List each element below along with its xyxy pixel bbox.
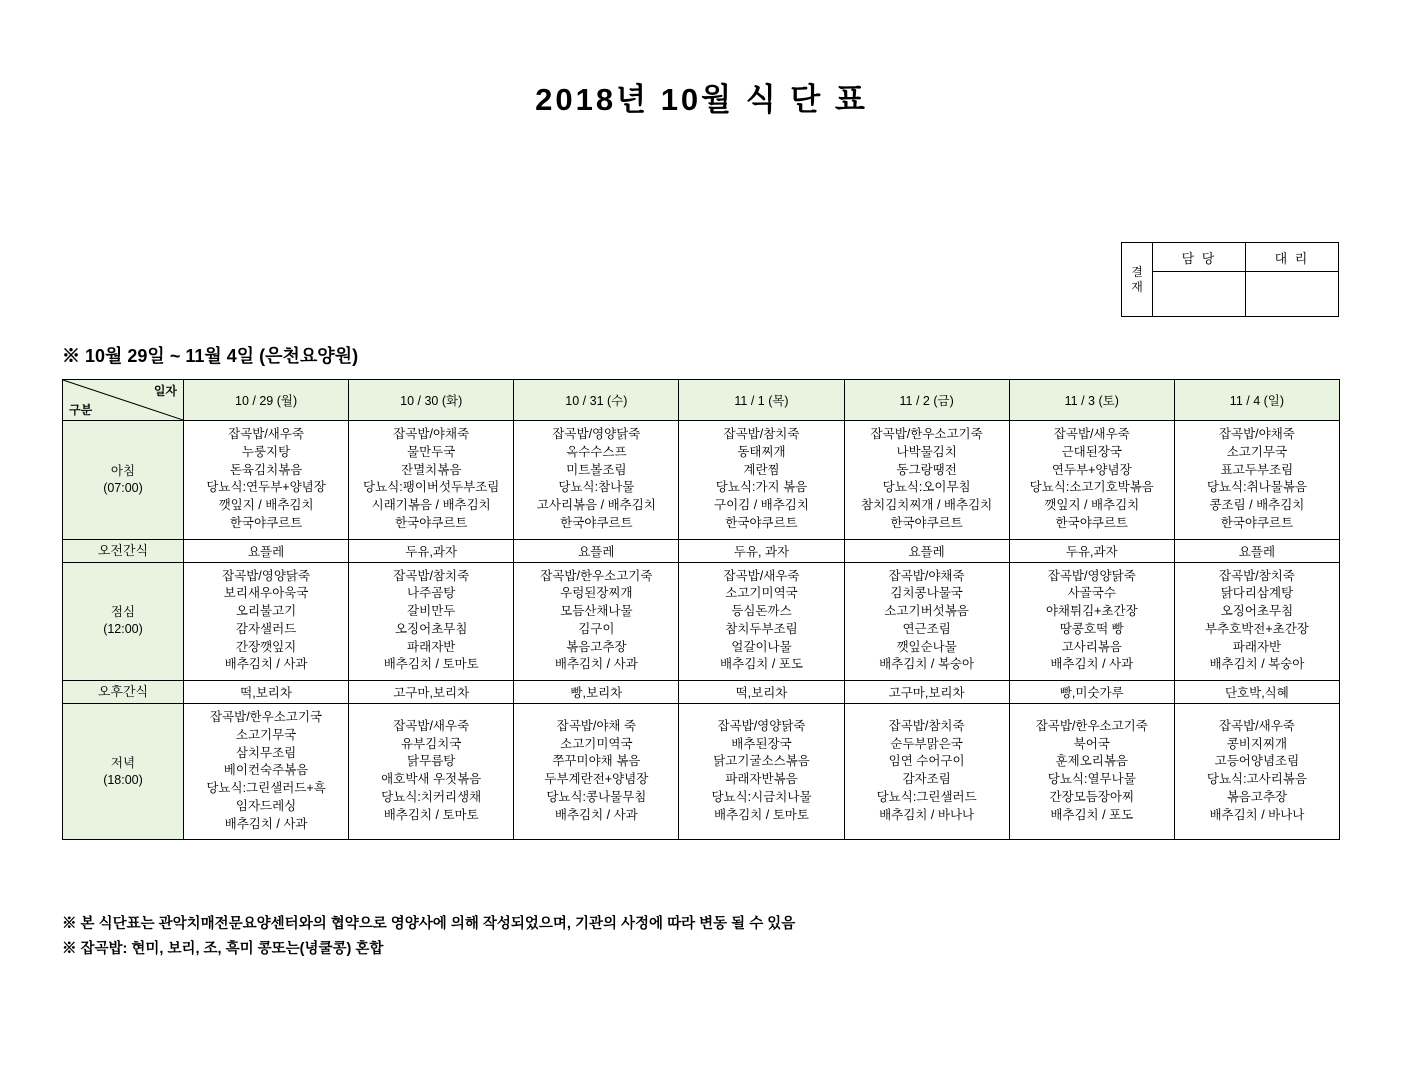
approval-signature-slot[interactable]: [1153, 272, 1246, 317]
menu-item: 당뇨식:팽이버섯두부조림: [363, 480, 500, 495]
menu-item: 등심돈까스: [731, 604, 792, 618]
snack-cell: [349, 539, 514, 562]
menu-item: 볶음고추장: [566, 639, 627, 654]
menu-item: 빵,미숫가루: [1059, 686, 1124, 700]
meal-cell: [1009, 421, 1174, 540]
menu-item: 배추김치 / 복숭아: [1209, 657, 1305, 672]
menu-item: 물만두국: [407, 444, 456, 459]
menu-item: 간장모듬장아찌: [1049, 789, 1135, 804]
menu-item: 잡곡밥/새우죽: [723, 568, 800, 583]
meal-cell: [844, 421, 1009, 540]
menu-item: 소고기미역국: [725, 586, 798, 601]
menu-item: 계란찜: [743, 462, 780, 477]
snack-cell: [679, 681, 844, 704]
menu-item: 깻잎지 / 배추김치: [218, 498, 314, 512]
meal-cell: [844, 562, 1009, 681]
footnotes: [62, 912, 795, 961]
approval-column-header: 대 리: [1246, 243, 1339, 272]
menu-item: 돈육김치볶음: [229, 462, 303, 477]
menu-item: 배추김치 / 사과: [224, 816, 308, 831]
menu-item: 파래자반: [1232, 639, 1282, 654]
snack-cell: [844, 539, 1009, 562]
day-column-header: 11 / 2 (금): [844, 380, 1009, 421]
menu-table-header: [63, 380, 1340, 421]
snack-cell: [1174, 681, 1339, 704]
approval-stamp-box: [1121, 242, 1339, 317]
menu-item: 배추김치 / 바나나: [879, 807, 975, 822]
menu-item: 북어국: [1073, 736, 1110, 751]
menu-item: 얼갈이나물: [731, 639, 792, 654]
snack-cell: [514, 539, 679, 562]
menu-item: 보리새우아욱국: [223, 586, 309, 601]
meal-cell: [1174, 562, 1339, 681]
snack-cell: [1009, 539, 1174, 562]
menu-item: 두유, 과자: [733, 544, 790, 559]
menu-item: 한국야쿠르트: [394, 515, 468, 530]
menu-item: 소고기미역국: [560, 736, 633, 751]
meal-row-label: [63, 539, 184, 562]
menu-item: 한국야쿠르트: [890, 515, 963, 530]
table-row: [63, 562, 1340, 681]
meal-row-label: [63, 704, 184, 840]
approval-column-header: 담 당: [1153, 243, 1246, 272]
meal-name: 저녁: [110, 755, 136, 770]
menu-item: 소고기버섯볶음: [884, 604, 969, 618]
menu-item: 시래기볶음 / 배추김치: [371, 498, 491, 512]
menu-item: 잡곡밥/야채죽: [1218, 427, 1295, 441]
menu-item: 오리불고기: [235, 604, 297, 618]
menu-item: 한국야쿠르트: [1220, 515, 1294, 530]
menu-item: 당뇨식:오이무침: [882, 480, 971, 495]
menu-item: 잡곡밥/영양닭죽: [222, 568, 311, 583]
day-column-header: 11 / 3 (토): [1009, 380, 1174, 421]
menu-item: 우렁된장찌개: [560, 586, 633, 601]
snack-cell: [184, 681, 349, 704]
meal-cell: [184, 421, 349, 540]
menu-item: 잡곡밥/야채 죽: [556, 718, 637, 733]
menu-item: 삼치무조림: [235, 745, 297, 760]
menu-item: 당뇨식:참나물: [558, 480, 635, 495]
menu-item: 오징어초무침: [394, 621, 468, 636]
table-row: [63, 681, 1340, 704]
menu-item: 고구마,보리차: [888, 686, 965, 700]
menu-item: 잡곡밥/한우소고기죽: [870, 427, 983, 441]
meal-cell: [679, 704, 844, 840]
menu-item: 잡곡밥/새우죽: [393, 718, 470, 733]
corner-date-label: 일자: [153, 384, 177, 398]
menu-item: 나주곰탕: [407, 586, 456, 601]
menu-item: 배추김치 / 포도: [1050, 807, 1134, 822]
menu-item: 한국야쿠르트: [560, 515, 633, 530]
footnote-line: ※ 본 식단표는 관악치매전문요양센터와의 협약으로 영양사에 의해 작성되었으며, 기관의 사정에 따라 변동 될 수 있음: [62, 916, 796, 932]
menu-item: 한국야쿠르트: [725, 515, 798, 530]
menu-item: 잡곡밥/새우죽: [1218, 718, 1295, 733]
menu-item: 당뇨식:그린샐러드+흑: [206, 781, 326, 795]
menu-item: 요플레: [578, 544, 615, 559]
menu-item: 당뇨식:가지 볶음: [715, 480, 808, 495]
menu-item: 당뇨식:소고기호박볶음: [1029, 480, 1154, 495]
menu-item: 김치콩나물국: [890, 586, 963, 601]
menu-item: 당뇨식:시금치나물: [711, 789, 812, 804]
menu-item: 동태찌개: [737, 444, 786, 459]
menu-item: 참치두부조림: [725, 621, 798, 636]
day-column-header: 10 / 29 (월): [184, 380, 349, 421]
table-row: [63, 539, 1340, 562]
meal-name: 오후간식: [97, 684, 149, 700]
menu-item: 한국야쿠르트: [229, 515, 303, 530]
approval-signature-slot[interactable]: [1246, 272, 1339, 317]
day-column-header: 11 / 4 (일): [1174, 380, 1339, 421]
snack-cell: [1174, 539, 1339, 562]
meal-cell: [514, 421, 679, 540]
menu-item: 고사리볶음: [1061, 639, 1122, 654]
menu-item: 두유,과자: [405, 544, 458, 559]
menu-item: 두유,과자: [1065, 544, 1118, 559]
menu-item: 파래자반: [407, 639, 456, 654]
meal-row-label: [63, 421, 184, 540]
menu-item: 고구마,보리차: [393, 686, 470, 700]
menu-item: 배추김치 / 토마토: [383, 657, 479, 672]
menu-item: 잡곡밥/영양닭죽: [552, 427, 641, 441]
menu-item: 단호박,식혜: [1224, 686, 1289, 700]
menu-item: 배추김치 / 바나나: [1209, 807, 1305, 822]
menu-item: 잡곡밥/새우죽: [1053, 427, 1130, 441]
menu-item: 소고기무국: [1226, 444, 1288, 459]
menu-item: 잡곡밥/참치죽: [393, 568, 470, 583]
menu-item: 요플레: [908, 544, 945, 559]
menu-item: 임자드레싱: [235, 798, 297, 813]
menu-item: 잡곡밥/한우소고기국: [209, 710, 323, 724]
menu-item: 잡곡밥/참치죽: [1218, 568, 1295, 583]
menu-item: 당뇨식:그린샐러드: [876, 789, 977, 804]
meal-cell: [679, 421, 844, 540]
menu-item: 배추김치 / 포도: [720, 657, 803, 672]
menu-item: 누룽지탕: [241, 444, 291, 459]
menu-item: 사골국수: [1067, 586, 1116, 601]
menu-item: 한국야쿠르트: [1055, 515, 1128, 530]
table-row: [63, 421, 1340, 540]
menu-item: 임연 수어구이: [888, 754, 965, 769]
menu-item: 잡곡밥/영양닭죽: [717, 718, 806, 733]
snack-cell: [679, 539, 844, 562]
menu-item: 잡곡밥/야채죽: [393, 427, 470, 441]
snack-cell: [184, 539, 349, 562]
menu-item: 콩조림 / 배추김치: [1209, 498, 1305, 512]
menu-item: 요플레: [247, 544, 285, 559]
menu-item: 오징어초무침: [1220, 604, 1294, 618]
menu-item: 배추된장국: [731, 736, 792, 751]
menu-item: 잔멸치볶음: [401, 462, 462, 477]
menu-item: 미트볼조림: [566, 462, 627, 477]
meal-cell: [514, 562, 679, 681]
menu-item: 당뇨식:콩나물무침: [546, 789, 647, 804]
menu-item: 옥수수스프: [566, 444, 627, 459]
menu-item: 잡곡밥/참치죽: [888, 718, 965, 733]
menu-item: 배추김치 / 토마토: [714, 807, 809, 822]
menu-item: 감자조림: [902, 772, 951, 787]
menu-item: 닭무름탕: [407, 754, 456, 769]
meal-cell: [514, 704, 679, 840]
menu-item: 배추김치 / 사과: [554, 657, 638, 672]
meal-cell: [1009, 704, 1174, 840]
menu-item: 갈비만두: [407, 604, 456, 618]
menu-item: 빵,보리차: [570, 686, 623, 700]
menu-item: 구이김 / 배추김치: [714, 498, 809, 512]
meal-cell: [184, 704, 349, 840]
menu-item: 잡곡밥/한우소고기죽: [1035, 718, 1148, 733]
menu-item: 잡곡밥/영양닭죽: [1047, 568, 1136, 583]
menu-item: 배추김치 / 사과: [554, 807, 638, 822]
menu-item: 요플레: [1238, 544, 1276, 559]
menu-item: 잡곡밥/야채죽: [888, 568, 965, 583]
menu-item: 간장깻잎지: [235, 639, 297, 654]
menu-item: 깻잎지 / 배추김치: [1044, 498, 1140, 512]
menu-item: 당뇨식:취나물볶음: [1206, 480, 1307, 495]
menu-item: 유부김치국: [401, 736, 462, 751]
menu-item: 모듬산채나물: [560, 604, 633, 618]
menu-item: 파래자반볶음: [725, 772, 798, 787]
menu-document-page: [0, 74, 1403, 1066]
weekly-menu-table: [62, 379, 1340, 840]
menu-item: 닭고기굴소스볶음: [713, 754, 810, 769]
menu-item: 표고두부조림: [1220, 462, 1294, 477]
menu-item: 배추김치 / 복숭아: [879, 657, 975, 672]
day-column-header: 10 / 31 (수): [514, 380, 679, 421]
table-row: [63, 704, 1340, 840]
meal-time: (18:00): [103, 772, 143, 787]
menu-item: 배추김치 / 사과: [1050, 657, 1134, 672]
snack-cell: [514, 681, 679, 704]
meal-time: (12:00): [103, 622, 143, 637]
menu-item: 고사리볶음 / 배추김치: [536, 498, 656, 512]
snack-cell: [844, 681, 1009, 704]
period-subtitle: ※ 10월 29일 ~ 11월 4일 (은천요양원): [62, 346, 359, 366]
meal-cell: [679, 562, 844, 681]
meal-row-label: [63, 681, 184, 704]
menu-item: 깻잎순나물: [896, 639, 957, 654]
menu-item: 닭다리삼계탕: [1220, 586, 1294, 601]
day-column-header: 10 / 30 (화): [349, 380, 514, 421]
page-title: 2018년 10월 식 단 표: [535, 82, 868, 117]
menu-item: 배추김치 / 사과: [224, 657, 308, 672]
menu-item: 콩비지찌개: [1226, 736, 1288, 751]
approval-label: 결재: [1122, 243, 1153, 317]
menu-item: 두부계란전+양념장: [544, 772, 649, 787]
menu-item: 감자샐러드: [235, 621, 297, 636]
menu-item: 나박물김치: [896, 444, 957, 459]
menu-item: 소고기무국: [235, 727, 297, 742]
day-column-header: 11 / 1 (목): [679, 380, 844, 421]
menu-item: 고등어양념조림: [1214, 754, 1300, 769]
menu-item: 쭈꾸미야채 볶음: [552, 754, 641, 769]
menu-item: 잡곡밥/참치죽: [723, 427, 800, 441]
meal-cell: [844, 704, 1009, 840]
snack-cell: [1009, 681, 1174, 704]
menu-item: 근대된장국: [1061, 444, 1122, 459]
footnote-line: ※ 잡곡밥: 현미, 보리, 조, 흑미 콩또는(녕쿨콩) 혼합: [62, 940, 384, 957]
corner-category-label: 구분: [69, 403, 93, 417]
menu-item: 볶음고추장: [1226, 789, 1288, 804]
menu-item: 잡곡밥/한우소고기죽: [540, 568, 653, 583]
meal-cell: [349, 704, 514, 840]
menu-item: 훈제오리볶음: [1055, 754, 1128, 769]
menu-item: 당뇨식:고사리볶음: [1206, 772, 1307, 787]
menu-item: 베이컨숙주볶음: [223, 763, 309, 778]
menu-item: 야채튀김+초간장: [1045, 604, 1138, 618]
menu-item: 떡,보리차: [240, 686, 292, 700]
menu-item: 애호박새 우젓볶음: [381, 772, 482, 787]
menu-item: 참치김치찌개 / 배추김치: [861, 498, 993, 512]
meal-name: 오전간식: [97, 542, 149, 558]
meal-cell: [1174, 421, 1339, 540]
meal-cell: [349, 421, 514, 540]
menu-item: 떡,보리차: [735, 686, 788, 700]
meal-time: (07:00): [103, 480, 143, 495]
meal-row-label: [63, 562, 184, 681]
menu-item: 땅콩호떡 빵: [1059, 621, 1124, 636]
meal-name: 점심: [110, 605, 136, 620]
menu-item: 동그랑땡전: [896, 462, 957, 477]
table-corner-cell: [63, 380, 184, 421]
menu-item: 당뇨식:열무나물: [1047, 772, 1136, 787]
menu-item: 부추호박전+초간장: [1204, 621, 1309, 636]
menu-item: 당뇨식:치커리생채: [381, 789, 482, 804]
meal-cell: [184, 562, 349, 681]
meal-cell: [1009, 562, 1174, 681]
meal-cell: [349, 562, 514, 681]
menu-item: 순두부맑은국: [890, 736, 963, 751]
meal-cell: [1174, 704, 1339, 840]
snack-cell: [349, 681, 514, 704]
menu-item: 연두부+양념장: [1051, 462, 1132, 477]
meal-name: 아침: [110, 463, 136, 478]
menu-table-body: [63, 421, 1340, 840]
menu-item: 연근조림: [902, 621, 951, 636]
menu-item: 잡곡밥/새우죽: [228, 427, 305, 441]
menu-item: 배추김치 / 토마토: [383, 807, 479, 822]
menu-item: 당뇨식:연두부+양념장: [206, 480, 326, 495]
menu-item: 김구이: [578, 621, 615, 636]
